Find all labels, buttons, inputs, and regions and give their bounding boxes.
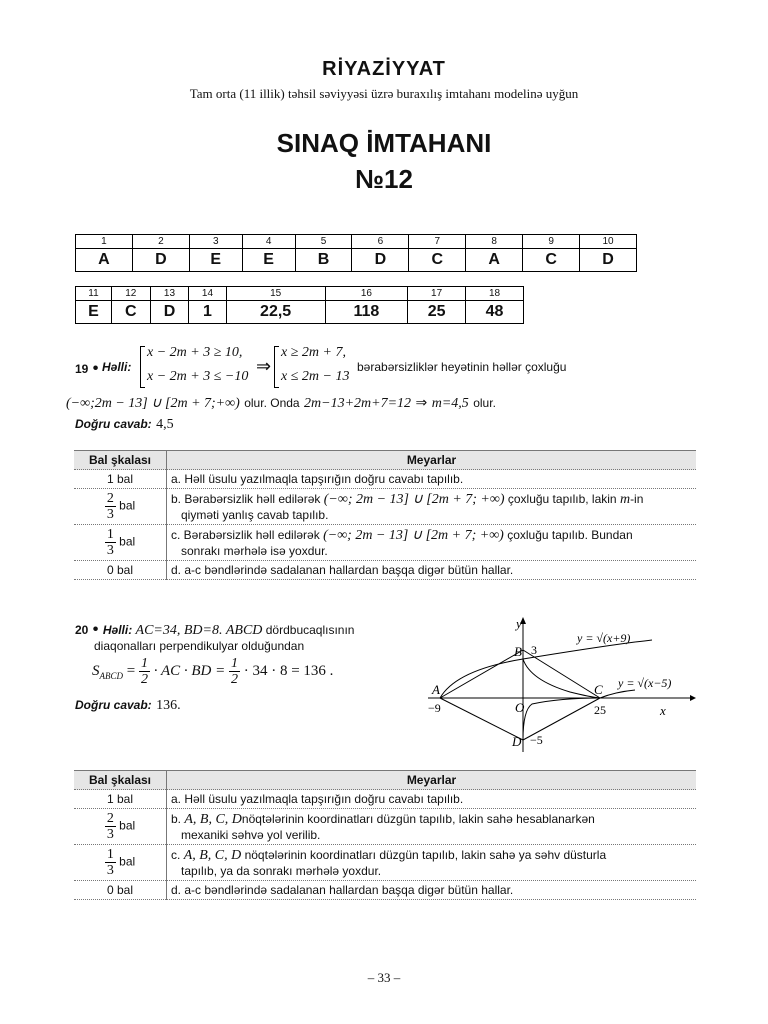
q19-system-left-1: x − 2m + 3 ≥ 10, xyxy=(147,345,243,360)
criteria-row xyxy=(74,525,696,561)
criteria-row xyxy=(74,845,696,881)
answer-numbers-row xyxy=(76,287,524,301)
label-25: 25 xyxy=(594,703,606,717)
q19-text-1: bərabərsizliklər heyətinin həllər çoxluğu xyxy=(357,360,567,374)
answer-number: 1 xyxy=(76,235,133,249)
fraction-denominator: 3 xyxy=(106,863,114,878)
answer-number: 17 xyxy=(408,287,466,301)
answer-number: 13 xyxy=(150,287,189,301)
criteria-row xyxy=(74,881,696,900)
fraction-numerator: 2 xyxy=(106,491,114,506)
criteria-text-part: sonrakı mərhələ isə yoxdur. xyxy=(181,544,328,558)
answer-value: E xyxy=(76,301,112,324)
criteria-text xyxy=(167,525,697,561)
variable-m: m xyxy=(619,492,631,507)
function-label-2: y = √(x−5) xyxy=(618,676,672,690)
fraction-numerator: 1 xyxy=(140,656,148,671)
answer-number: 16 xyxy=(325,287,408,301)
answer-value: B xyxy=(295,249,352,272)
points-list: A, B, C, D xyxy=(183,847,242,863)
bal-label: bal xyxy=(119,818,136,833)
label-b: B xyxy=(514,644,522,659)
answer-number: 10 xyxy=(580,235,637,249)
answer-number: 8 xyxy=(466,235,523,249)
page-number: – 33 – xyxy=(367,970,401,985)
answer-value: C xyxy=(409,249,466,272)
system-bracket xyxy=(274,346,279,388)
criteria-row xyxy=(74,809,696,845)
answer-value: D xyxy=(132,249,189,272)
q19-number: 19 • xyxy=(75,360,99,377)
q19-system-right-2: x ≤ 2m − 13 xyxy=(281,369,350,384)
fraction xyxy=(105,811,116,842)
label-a: A xyxy=(432,682,440,697)
q19-solution-label: Həlli: xyxy=(102,360,132,374)
bal-label: bal xyxy=(119,854,136,869)
header-criteria: Meyarlar xyxy=(167,451,697,470)
q19-line-2 xyxy=(66,394,496,412)
fraction-denominator: 2 xyxy=(140,672,148,687)
fraction-denominator: 3 xyxy=(106,827,114,842)
question-number: 19 xyxy=(75,362,89,376)
formula-end: · 34 · 8 = 136 . xyxy=(243,662,334,679)
bal-label: bal xyxy=(119,498,136,513)
q19-result: m=4,5 xyxy=(431,396,469,411)
criteria-text: a. Həll üsulu yazılmaqla tapşırığın doğru cavabı tapılıb. xyxy=(167,790,697,809)
answer-values-row xyxy=(76,301,524,324)
answer-numbers-row xyxy=(76,235,637,249)
answer-value: E xyxy=(189,249,242,272)
criteria-text-part: -in xyxy=(630,492,644,506)
criteria-text-part: c. Bərabərsizlik həll edilərək xyxy=(171,528,320,542)
criteria-text-part: nöqtələrinin koordinatları düzgün tapılıb, lakin sahə ya səhv düsturla xyxy=(241,847,607,862)
area-symbol: S xyxy=(92,662,100,679)
answer-number: 9 xyxy=(523,235,580,249)
answer-value: 25 xyxy=(408,301,466,324)
criteria-text-part: b. xyxy=(171,811,182,826)
curve-sqrt-x-plus-9-tail xyxy=(635,640,652,642)
answer-value: 1 xyxy=(189,301,226,324)
answer-number: 11 xyxy=(76,287,112,301)
label-d: D xyxy=(512,734,522,749)
answer-number: 5 xyxy=(295,235,352,249)
answer-number: 15 xyxy=(226,287,325,301)
fraction-numerator: 1 xyxy=(230,656,238,671)
q20-text-2: diaqonalları perpendikulyar olduğundan xyxy=(94,639,305,653)
points-list: A, B, C, D xyxy=(184,811,242,827)
q20-criteria-table xyxy=(74,770,696,900)
answer-number: 7 xyxy=(409,235,466,249)
answer-number: 6 xyxy=(352,235,409,249)
answer-value: D xyxy=(352,249,409,272)
criteria-header-row xyxy=(74,451,696,470)
label-minus-5: −5 xyxy=(530,733,543,747)
score-cell xyxy=(74,489,167,525)
criteria-row xyxy=(74,561,696,580)
answer-value: 136. xyxy=(156,698,181,713)
criteria-text-part: çoxluğu tapılıb. Bundan xyxy=(507,528,633,542)
answer-values-row xyxy=(76,249,637,272)
answer-number: 14 xyxy=(189,287,226,301)
criteria-row xyxy=(74,470,696,489)
criteria-text: a. Həll üsulu yazılmaqla tapşırığın doğru cavabı tapılıb. xyxy=(167,470,697,489)
q20-answer xyxy=(75,696,181,714)
exam-number: №12 xyxy=(355,164,413,194)
criteria-text-part: çoxluğu tapılıb, lakin xyxy=(507,492,617,506)
union-expression: (−∞; 2m − 13] ∪ [2m + 7; +∞) xyxy=(323,528,504,543)
q19-answer xyxy=(75,415,174,433)
bal-label: bal xyxy=(119,534,136,549)
criteria-text: d. a-c bəndlərində sadalanan hallardan başqa digər bütün hallar. xyxy=(167,881,697,900)
q20-graph xyxy=(420,614,700,754)
q19-criteria-table xyxy=(74,450,696,580)
x-axis-arrow xyxy=(690,695,696,701)
q19-equation: 2m−13+2m+7=12 xyxy=(304,396,412,411)
answer-value: A xyxy=(76,249,133,272)
answer-key-table-1 xyxy=(75,234,637,272)
formula-middle: · AC · BD = xyxy=(153,662,226,679)
axis-y-label: y xyxy=(516,616,522,631)
q19-text-3: olur. xyxy=(473,396,496,410)
criteria-text xyxy=(167,809,697,845)
q20-solution-label: Həlli: xyxy=(102,623,133,637)
q19-system-right-1: x ≥ 2m + 7, xyxy=(281,345,346,360)
fraction-denominator: 3 xyxy=(106,507,114,522)
header-criteria: Meyarlar xyxy=(167,771,697,790)
score-cell xyxy=(74,809,167,845)
answer-number: 4 xyxy=(242,235,295,249)
q20-text-1: dördbucaqlısının xyxy=(265,623,355,637)
answer-value: D xyxy=(150,301,189,324)
score-cell xyxy=(74,525,167,561)
label-minus-9: −9 xyxy=(428,701,441,715)
answer-value: D xyxy=(580,249,637,272)
criteria-text-part: tapılıb, ya da sonrakı mərhələ yoxdur. xyxy=(181,863,382,878)
fraction xyxy=(105,527,116,558)
criteria-row xyxy=(74,790,696,809)
header-scale: Bal şkalası xyxy=(74,451,167,470)
subject-title: RİYAZİYYAT xyxy=(322,58,446,80)
function-label-1: y = √(x+9) xyxy=(577,631,631,645)
score-cell xyxy=(74,845,167,881)
answer-label: Doğru cavab: xyxy=(75,417,152,431)
fraction-numerator: 2 xyxy=(106,811,114,826)
exam-title: SINAQ İMTAHANI xyxy=(276,128,492,158)
answer-value: 4,5 xyxy=(156,417,174,432)
score-cell: 0 bal xyxy=(74,881,167,900)
fraction-denominator: 3 xyxy=(106,543,114,558)
fraction-numerator: 1 xyxy=(106,527,114,542)
header-scale: Bal şkalası xyxy=(74,771,167,790)
score-cell: 1 bal xyxy=(74,470,167,489)
fraction xyxy=(229,656,240,687)
answer-value: C xyxy=(523,249,580,272)
fraction-denominator: 2 xyxy=(230,672,238,687)
union-expression: (−∞;2m − 13] ∪ [2m + 7;+∞) xyxy=(66,396,240,411)
fraction xyxy=(139,656,150,687)
criteria-text-part: b. Bərabərsizlik həll edilərək xyxy=(171,492,321,506)
union-expression: (−∞; 2m − 13] ∪ [2m + 7; +∞) xyxy=(323,492,505,507)
criteria-text xyxy=(167,845,697,881)
answer-value: 118 xyxy=(325,301,408,324)
q20-formula: $S_{ABCD}$ = $\frac{1}{2}$ · AC · BD = $\frac{1}{2}$ · 34 · 8 = 136 . xyxy=(92,656,334,687)
side-da xyxy=(440,698,523,740)
label-o: O xyxy=(515,700,525,715)
label-3: 3 xyxy=(531,643,537,657)
criteria-text xyxy=(167,489,697,525)
answer-value: C xyxy=(111,301,150,324)
answer-value: A xyxy=(466,249,523,272)
question-number: 20 xyxy=(75,623,89,637)
criteria-text-part: nöqtələrinin koordinatları düzgün tapılıb, lakin sahə hesablanarkən xyxy=(241,811,595,826)
answer-number: 2 xyxy=(132,235,189,249)
implies-arrow: ⇒ xyxy=(256,356,272,376)
answer-label: Doğru cavab: xyxy=(75,698,152,712)
implies-arrow: ⇒ xyxy=(415,396,428,411)
answer-number: 12 xyxy=(111,287,150,301)
criteria-text: d. a-c bəndlərində sadalanan hallardan başqa digər bütün hallar. xyxy=(167,561,697,580)
fraction xyxy=(105,847,116,878)
q20-shape: ABCD xyxy=(225,623,263,638)
curve-sqrt-x-plus-9 xyxy=(440,642,635,698)
area-subscript: ABCD xyxy=(99,670,123,681)
fraction xyxy=(105,491,116,522)
criteria-text-part: mexaniki səhvə yol verilib. xyxy=(181,827,321,842)
criteria-header-row xyxy=(74,771,696,790)
system-bracket xyxy=(140,346,145,388)
score-cell: 1 bal xyxy=(74,790,167,809)
criteria-row xyxy=(74,489,696,525)
answer-value: 22,5 xyxy=(226,301,325,324)
criteria-text-part: c. xyxy=(171,847,181,862)
criteria-text-part: qiyməti yanlış cavab tapılıb. xyxy=(181,508,329,522)
answer-value: 48 xyxy=(466,301,524,324)
q19-text-2: olur. Onda xyxy=(244,396,300,410)
q20-given: AC=34, BD=8. xyxy=(135,623,223,638)
answer-key-table-2 xyxy=(75,286,524,324)
side-ab xyxy=(440,650,523,698)
answer-number: 3 xyxy=(189,235,242,249)
answer-number: 18 xyxy=(466,287,524,301)
axis-x-label: x xyxy=(660,703,666,718)
subtitle: Tam orta (11 illik) təhsil səviyyəsi üzrə buraxılış imtahanı modelinə uyğun xyxy=(189,86,579,101)
fraction-numerator: 1 xyxy=(106,847,114,862)
q19-system-left-2: x − 2m + 3 ≤ −10 xyxy=(147,369,249,384)
q20-line-1: 20 • Həlli: AC=34, BD=8. ABCD dördbucaqlısının xyxy=(75,621,355,638)
score-cell: 0 bal xyxy=(74,561,167,580)
label-c: C xyxy=(594,682,603,697)
answer-value: E xyxy=(242,249,295,272)
side-bc xyxy=(523,650,600,698)
